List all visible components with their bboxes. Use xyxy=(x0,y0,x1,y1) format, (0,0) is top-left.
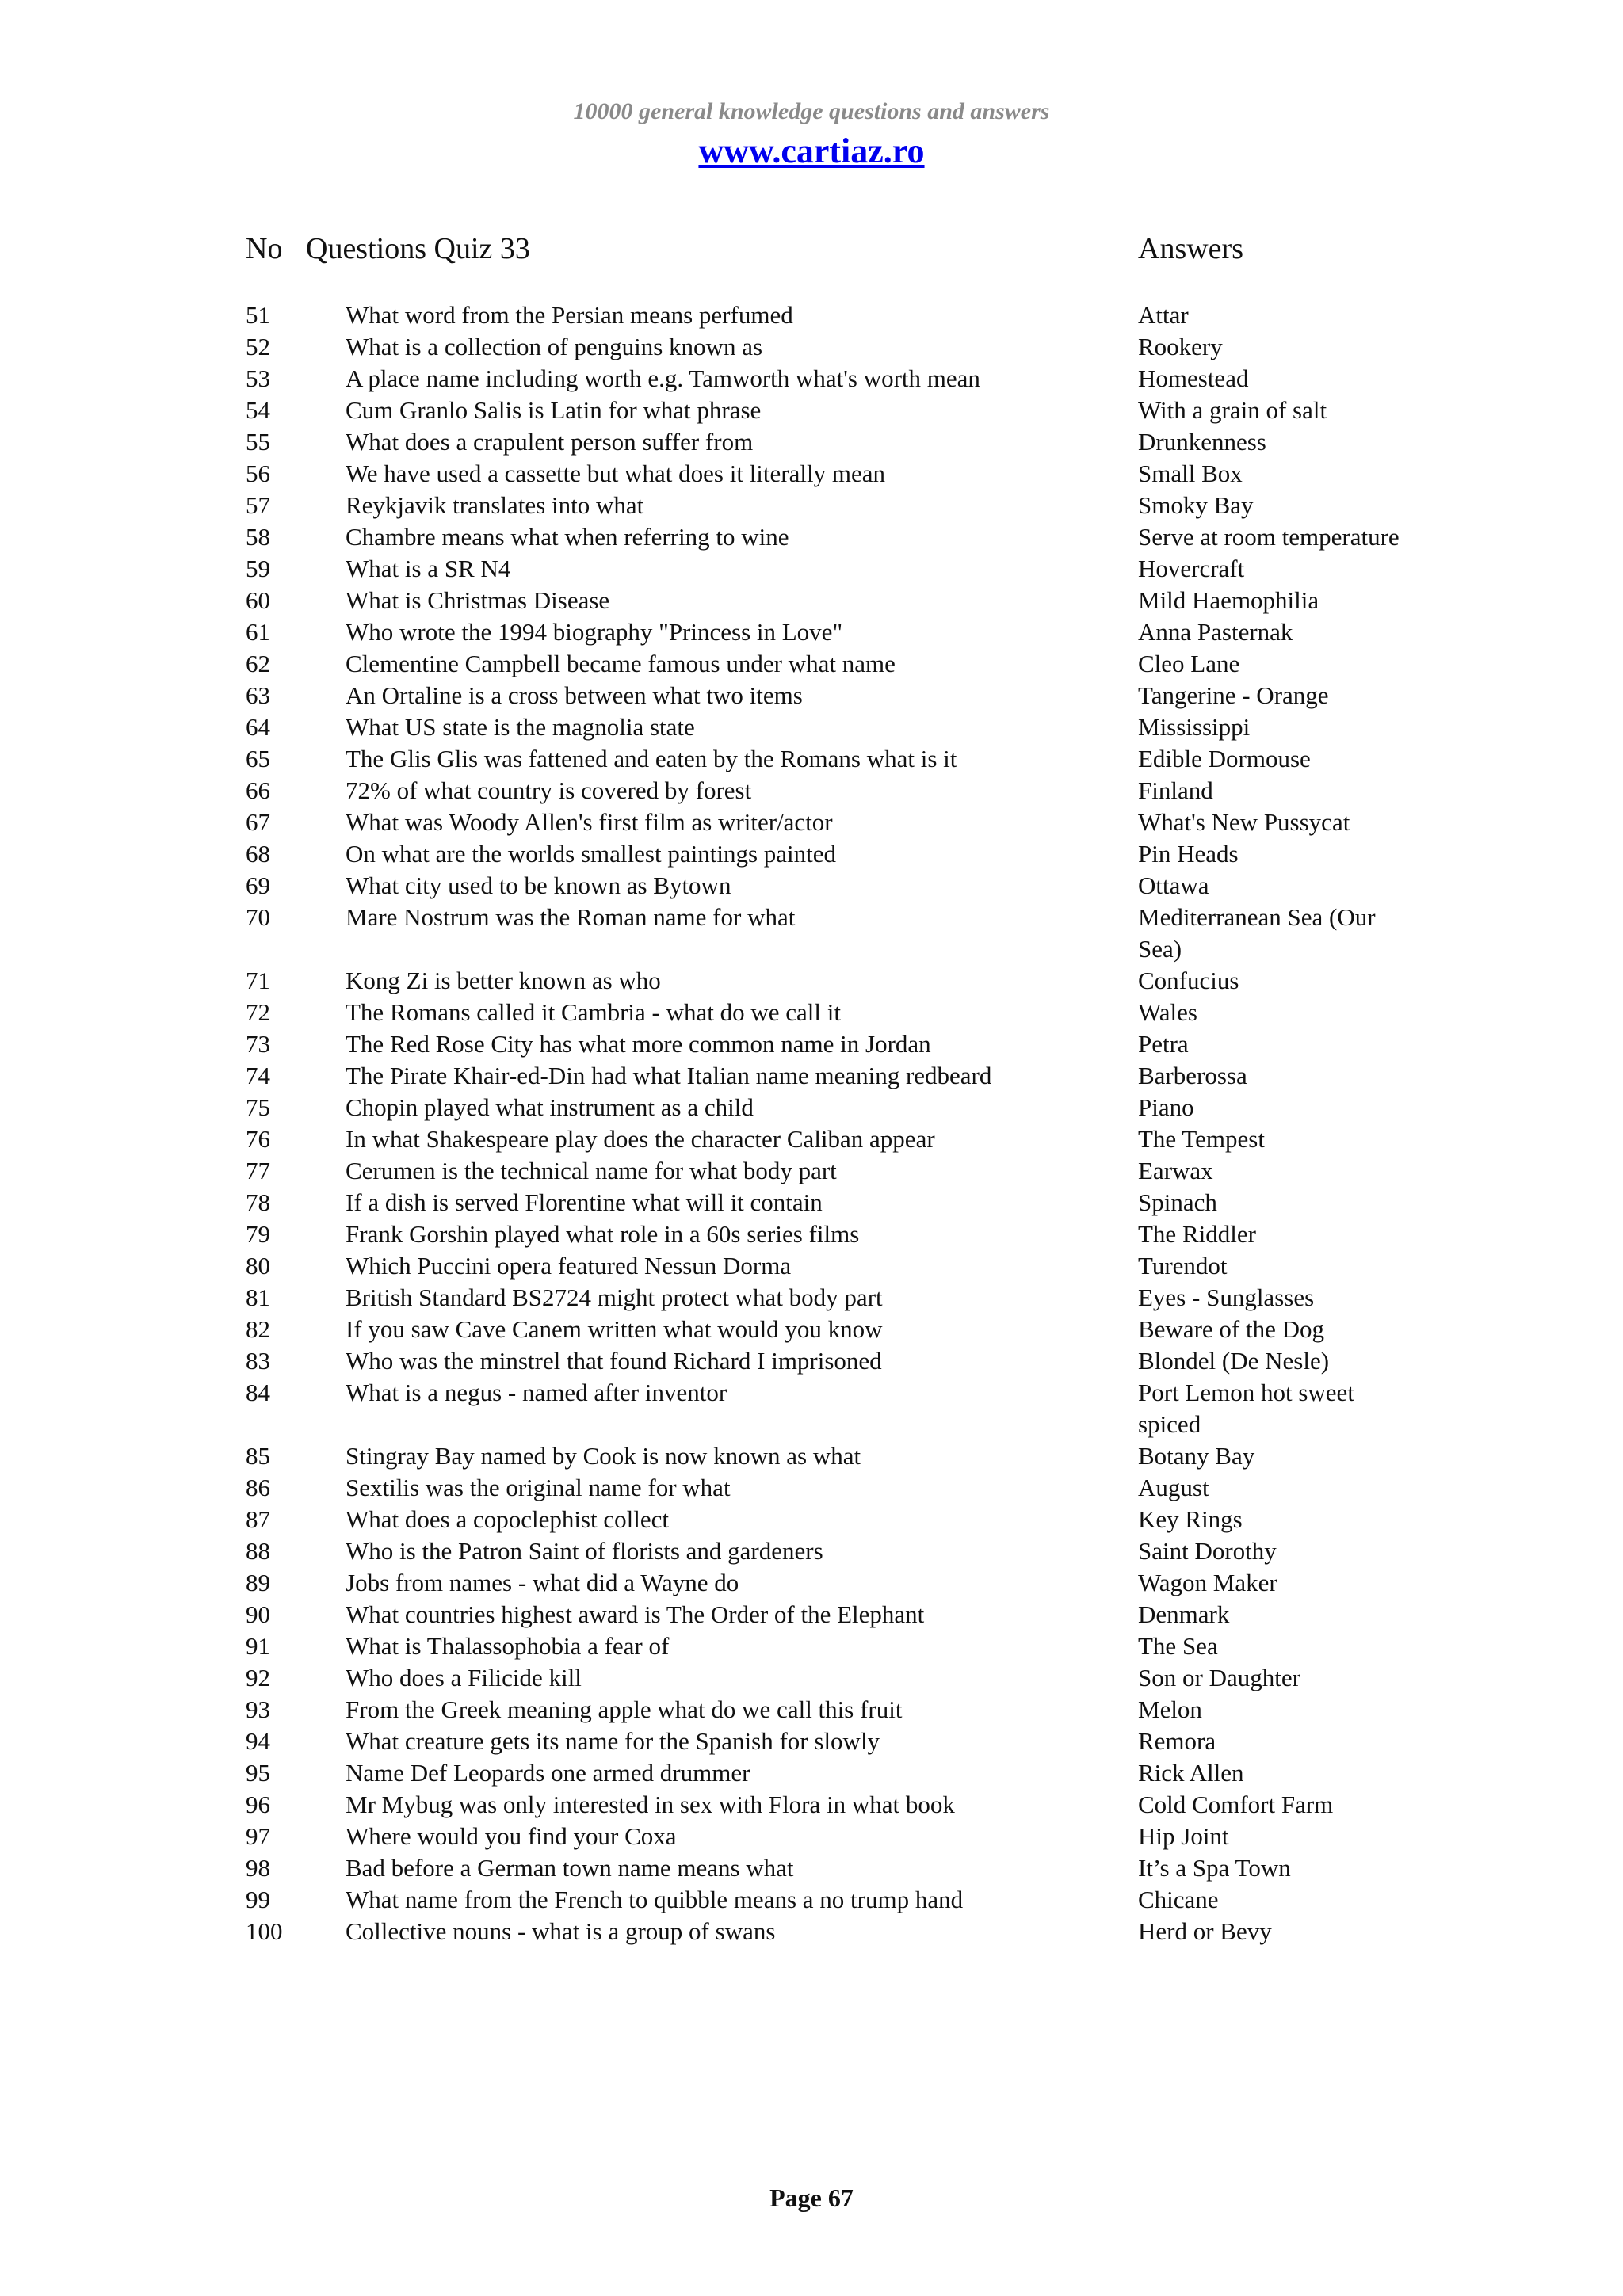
table-row xyxy=(0,965,1623,997)
question-text: What is Christmas Disease xyxy=(346,586,610,614)
answer-text: Remora xyxy=(1138,1727,1216,1755)
question-number: 100 xyxy=(246,1917,283,1945)
answer-text: With a grain of salt xyxy=(1138,396,1327,424)
answer-text: Hip Joint xyxy=(1138,1822,1229,1850)
answer-text: Attar xyxy=(1138,301,1189,329)
answer-text: What's New Pussycat xyxy=(1138,808,1350,836)
answer-text: Chicane xyxy=(1138,1886,1219,1913)
answer-text: The Sea xyxy=(1138,1632,1218,1660)
answer-text: Saint Dorothy xyxy=(1138,1537,1277,1565)
answer-text: Wagon Maker xyxy=(1138,1569,1277,1596)
table-row xyxy=(0,1789,1623,1821)
question-text: Which Puccini opera featured Nessun Dorma xyxy=(346,1252,792,1280)
question-text: Chambre means what when referring to wine xyxy=(346,523,789,551)
answer-text: Cleo Lane xyxy=(1138,650,1240,677)
table-row xyxy=(0,1567,1623,1599)
question-text: What word from the Persian means perfumed xyxy=(346,301,793,329)
question-text: What is Thalassophobia a fear of xyxy=(346,1632,670,1660)
table-row xyxy=(0,1662,1623,1694)
answer-text: Wales xyxy=(1138,998,1197,1026)
question-text: Bad before a German town name means what xyxy=(346,1854,794,1882)
question-number: 86 xyxy=(246,1474,270,1501)
answer-text: Melon xyxy=(1138,1695,1202,1723)
question-text: Cerumen is the technical name for what body part xyxy=(346,1157,837,1184)
answer-text: Confucius xyxy=(1138,967,1239,994)
table-row xyxy=(0,1187,1623,1219)
question-number: 95 xyxy=(246,1759,270,1787)
table-row xyxy=(0,1630,1623,1662)
question-number: 77 xyxy=(246,1157,270,1184)
question-text: What countries highest award is The Order of the Elephant xyxy=(346,1600,925,1628)
answer-text: Small Box xyxy=(1138,460,1243,487)
answer-text: Mediterranean Sea (Our Sea) xyxy=(1138,903,1376,963)
table-row xyxy=(0,648,1623,680)
question-number: 69 xyxy=(246,871,270,899)
question-text: Mr Mybug was only interested in sex with Flora in what book xyxy=(346,1791,955,1818)
question-text: The Pirate Khair-ed-Din had what Italian name meaning redbeard xyxy=(346,1062,992,1089)
question-number: 99 xyxy=(246,1886,270,1913)
table-row xyxy=(0,1852,1623,1884)
question-number: 66 xyxy=(246,776,270,804)
answer-text: Earwax xyxy=(1138,1157,1213,1184)
question-text: The Romans called it Cambria - what do we call it xyxy=(346,998,841,1026)
question-text: What does a crapulent person suffer from xyxy=(346,428,754,456)
page-number: Page 67 xyxy=(769,2183,854,2212)
question-number: 57 xyxy=(246,491,270,519)
table-row xyxy=(0,521,1623,553)
table-row xyxy=(0,1060,1623,1092)
question-text: Mare Nostrum was the Roman name for what xyxy=(346,903,796,931)
answer-text: Beware of the Dog xyxy=(1138,1315,1324,1343)
answer-text: Anna Pasternak xyxy=(1138,618,1293,646)
question-text: A place name including worth e.g. Tamworth what's worth mean xyxy=(346,364,980,392)
question-text: Who was the minstrel that found Richard I imprisoned xyxy=(346,1347,882,1375)
question-number: 61 xyxy=(246,618,270,646)
table-row xyxy=(0,553,1623,585)
answer-text: The Riddler xyxy=(1138,1220,1256,1248)
table-row xyxy=(0,1314,1623,1345)
question-number: 83 xyxy=(246,1347,270,1375)
question-number: 97 xyxy=(246,1822,270,1850)
table-row xyxy=(0,426,1623,458)
table-row xyxy=(0,299,1623,331)
table-row xyxy=(0,395,1623,426)
table-row xyxy=(0,616,1623,648)
question-text: What name from the French to quibble means a no trump hand xyxy=(346,1886,964,1913)
question-number: 80 xyxy=(246,1252,270,1280)
table-row xyxy=(0,490,1623,521)
table-row xyxy=(0,363,1623,395)
answer-text: Pin Heads xyxy=(1138,840,1239,868)
answer-text: Barberossa xyxy=(1138,1062,1247,1089)
question-text: Chopin played what instrument as a child xyxy=(346,1093,754,1121)
question-number: 75 xyxy=(246,1093,270,1121)
answer-text: Mild Haemophilia xyxy=(1138,586,1319,614)
table-row xyxy=(0,1440,1623,1472)
website-link[interactable]: www.cartiaz.ro xyxy=(698,132,925,170)
table-row xyxy=(0,1916,1623,1947)
answer-text: Port Lemon hot sweet spiced xyxy=(1138,1379,1354,1438)
table-row xyxy=(0,1123,1623,1155)
table-row xyxy=(0,1028,1623,1060)
question-number: 55 xyxy=(246,428,270,456)
question-text: Reykjavik translates into what xyxy=(346,491,644,519)
question-number: 51 xyxy=(246,301,270,329)
answer-text: The Tempest xyxy=(1138,1125,1265,1153)
question-text: We have used a cassette but what does it literally mean xyxy=(346,460,885,487)
question-number: 76 xyxy=(246,1125,270,1153)
table-row xyxy=(0,1726,1623,1757)
question-number: 52 xyxy=(246,333,270,360)
question-number: 91 xyxy=(246,1632,270,1660)
question-number: 59 xyxy=(246,555,270,582)
question-number: 88 xyxy=(246,1537,270,1565)
question-number: 93 xyxy=(246,1695,270,1723)
question-number: 98 xyxy=(246,1854,270,1882)
question-text: Sextilis was the original name for what xyxy=(346,1474,731,1501)
question-text: Where would you find your Coxa xyxy=(346,1822,677,1850)
question-number: 78 xyxy=(246,1188,270,1216)
answer-text: Finland xyxy=(1138,776,1213,804)
document-subtitle: 10000 general knowledge questions and answers xyxy=(573,98,1050,124)
question-text: British Standard BS2724 might protect what body part xyxy=(346,1283,883,1311)
question-text: 72% of what country is covered by forest xyxy=(346,776,752,804)
question-number: 90 xyxy=(246,1600,270,1628)
question-text: An Ortaline is a cross between what two items xyxy=(346,681,803,709)
table-row xyxy=(0,1219,1623,1250)
answer-text: Herd or Bevy xyxy=(1138,1917,1272,1945)
question-number: 89 xyxy=(246,1569,270,1596)
answer-text: Homestead xyxy=(1138,364,1249,392)
table-row xyxy=(0,870,1623,902)
table-row xyxy=(0,331,1623,363)
question-number: 64 xyxy=(246,713,270,741)
question-text: Cum Granlo Salis is Latin for what phrase xyxy=(346,396,762,424)
question-number: 81 xyxy=(246,1283,270,1311)
question-number: 63 xyxy=(246,681,270,709)
question-text: What city used to be known as Bytown xyxy=(346,871,731,899)
table-row xyxy=(0,1504,1623,1535)
question-number: 56 xyxy=(246,460,270,487)
question-number: 54 xyxy=(246,396,270,424)
answer-text: Spinach xyxy=(1138,1188,1217,1216)
table-row xyxy=(0,997,1623,1028)
question-text: Who is the Patron Saint of florists and gardeners xyxy=(346,1537,823,1565)
question-number: 72 xyxy=(246,998,270,1026)
question-number: 92 xyxy=(246,1664,270,1691)
answer-text: Ottawa xyxy=(1138,871,1209,899)
answer-text: Edible Dormouse xyxy=(1138,745,1311,772)
answer-text: Turendot xyxy=(1138,1252,1228,1280)
answer-text: Eyes - Sunglasses xyxy=(1138,1283,1315,1311)
answer-text: Serve at room temperature xyxy=(1138,523,1400,551)
answer-text: Piano xyxy=(1138,1093,1194,1121)
question-text: What was Woody Allen's first film as writer/actor xyxy=(346,808,833,836)
question-text: Who wrote the 1994 biography "Princess in Love" xyxy=(346,618,843,646)
question-text: Jobs from names - what did a Wayne do xyxy=(346,1569,739,1596)
question-text: Frank Gorshin played what role in a 60s series films xyxy=(346,1220,860,1248)
question-number: 85 xyxy=(246,1442,270,1470)
table-row xyxy=(0,775,1623,807)
table-row xyxy=(0,1599,1623,1630)
table-row xyxy=(0,458,1623,490)
quiz-table xyxy=(0,299,1623,1947)
question-text: Collective nouns - what is a group of swans xyxy=(346,1917,776,1945)
question-text: From the Greek meaning apple what do we call this fruit xyxy=(346,1695,903,1723)
question-text: What US state is the magnolia state xyxy=(346,713,695,741)
table-row xyxy=(0,1345,1623,1377)
question-number: 60 xyxy=(246,586,270,614)
question-number: 70 xyxy=(246,903,270,931)
answer-text: Drunkenness xyxy=(1138,428,1266,456)
answer-text: Son or Daughter xyxy=(1138,1664,1300,1691)
question-text: What creature gets its name for the Spanish for slowly xyxy=(346,1727,880,1755)
question-number: 84 xyxy=(246,1379,270,1406)
answer-text: Cold Comfort Farm xyxy=(1138,1791,1334,1818)
column-header-answers: Answers xyxy=(1138,232,1243,265)
answer-text: Smoky Bay xyxy=(1138,491,1254,519)
question-number: 82 xyxy=(246,1315,270,1343)
answer-text: Botany Bay xyxy=(1138,1442,1255,1470)
answer-text: Rick Allen xyxy=(1138,1759,1244,1787)
question-number: 58 xyxy=(246,523,270,551)
question-text: What is a negus - named after inventor xyxy=(346,1379,727,1406)
question-text: Who does a Filicide kill xyxy=(346,1664,582,1691)
answer-text: Hovercraft xyxy=(1138,555,1245,582)
column-header-questions: Questions Quiz 33 xyxy=(306,232,530,265)
table-row xyxy=(0,680,1623,711)
question-number: 87 xyxy=(246,1505,270,1533)
question-text: In what Shakespeare play does the character Caliban appear xyxy=(346,1125,935,1153)
column-header-no: No xyxy=(246,232,283,265)
table-row xyxy=(0,1694,1623,1726)
table-row xyxy=(0,838,1623,870)
question-text: Stingray Bay named by Cook is now known as what xyxy=(346,1442,861,1470)
question-text: The Red Rose City has what more common name in Jordan xyxy=(346,1030,931,1058)
table-row xyxy=(0,1250,1623,1282)
table-row xyxy=(0,807,1623,838)
table-row xyxy=(0,585,1623,616)
question-text: Kong Zi is better known as who xyxy=(346,967,661,994)
table-row xyxy=(0,711,1623,743)
table-row xyxy=(0,1535,1623,1567)
question-number: 67 xyxy=(246,808,270,836)
question-number: 79 xyxy=(246,1220,270,1248)
question-number: 74 xyxy=(246,1062,270,1089)
table-row xyxy=(0,1821,1623,1852)
table-row xyxy=(0,1282,1623,1314)
answer-text: Blondel (De Nesle) xyxy=(1138,1347,1330,1375)
question-text: What does a copoclephist collect xyxy=(346,1505,670,1533)
answer-text: Rookery xyxy=(1138,333,1223,360)
table-row xyxy=(0,1377,1623,1440)
question-text: What is a collection of penguins known as xyxy=(346,333,763,360)
question-text: If a dish is served Florentine what will it contain xyxy=(346,1188,823,1216)
answer-text: Petra xyxy=(1138,1030,1189,1058)
answer-text: Denmark xyxy=(1138,1600,1230,1628)
answer-text: Key Rings xyxy=(1138,1505,1243,1533)
question-number: 73 xyxy=(246,1030,270,1058)
answer-text: Mississippi xyxy=(1138,713,1251,741)
answer-text: It’s a Spa Town xyxy=(1138,1854,1291,1882)
table-row xyxy=(0,902,1623,965)
table-row xyxy=(0,1757,1623,1789)
question-text: Clementine Campbell became famous under what name xyxy=(346,650,896,677)
answer-text: August xyxy=(1138,1474,1209,1501)
table-row xyxy=(0,1092,1623,1123)
question-text: Name Def Leopards one armed drummer xyxy=(346,1759,750,1787)
question-number: 65 xyxy=(246,745,270,772)
question-number: 71 xyxy=(246,967,270,994)
question-number: 53 xyxy=(246,364,270,392)
question-text: The Glis Glis was fattened and eaten by the Romans what is it xyxy=(346,745,957,772)
question-text: What is a SR N4 xyxy=(346,555,511,582)
answer-text: Tangerine - Orange xyxy=(1138,681,1329,709)
table-row xyxy=(0,1472,1623,1504)
question-text: On what are the worlds smallest paintings painted xyxy=(346,840,837,868)
question-number: 68 xyxy=(246,840,270,868)
question-number: 94 xyxy=(246,1727,270,1755)
table-row xyxy=(0,743,1623,775)
question-number: 96 xyxy=(246,1791,270,1818)
question-number: 62 xyxy=(246,650,270,677)
table-row xyxy=(0,1155,1623,1187)
table-row xyxy=(0,1884,1623,1916)
question-text: If you saw Cave Canem written what would you know xyxy=(346,1315,883,1343)
